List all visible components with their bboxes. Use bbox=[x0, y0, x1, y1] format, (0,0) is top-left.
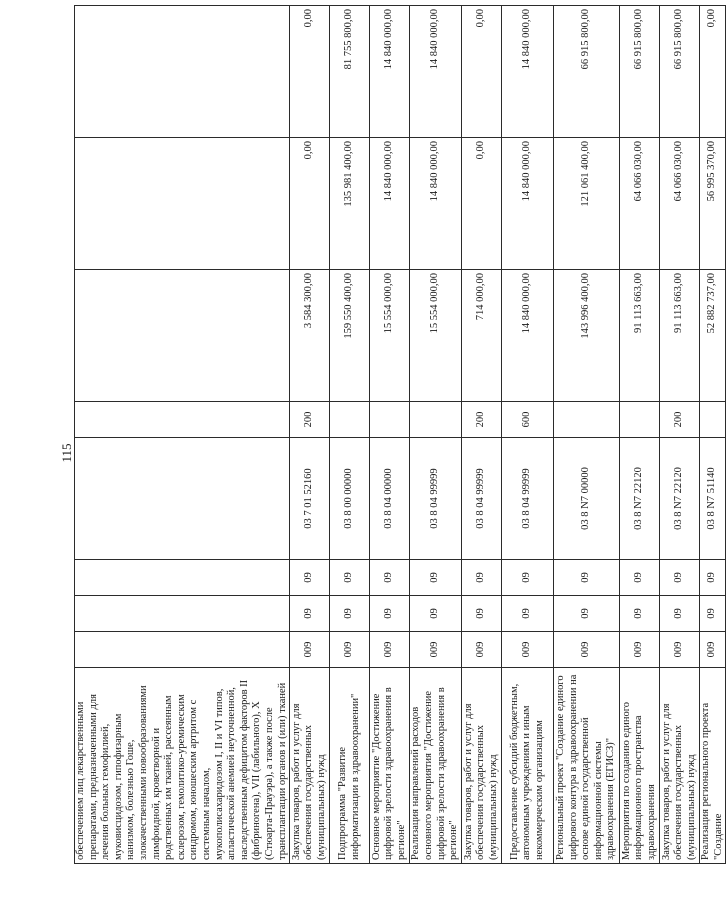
amount-year2-cell: 0,00 bbox=[290, 138, 330, 270]
row-name-cell: Закупка товаров, работ и услуг для обеспечения государственных (муниципальных) нужд bbox=[290, 668, 330, 864]
amount-year3-cell bbox=[75, 6, 290, 138]
subsection-code-cell: 09 bbox=[660, 560, 700, 596]
ved-code-cell: 009 bbox=[410, 632, 462, 668]
amount-year3-cell: 0,00 bbox=[290, 6, 330, 138]
rotated-budget-table bbox=[74, 6, 724, 864]
ved-code-cell: 009 bbox=[502, 632, 554, 668]
amount-year1-cell: 3 584 300,00 bbox=[290, 270, 330, 402]
expense-type-cell: 600 bbox=[502, 402, 554, 438]
table-row bbox=[410, 6, 462, 864]
section-code-cell: 09 bbox=[370, 596, 410, 632]
amount-year2-cell: 56 995 370,00 bbox=[700, 138, 726, 270]
section-code-cell: 09 bbox=[410, 596, 462, 632]
amount-year2-cell: 121 061 400,00 bbox=[554, 138, 620, 270]
expense-type-cell bbox=[620, 402, 660, 438]
table-row bbox=[290, 6, 330, 864]
expense-type-cell bbox=[700, 402, 726, 438]
ved-code-cell: 009 bbox=[620, 632, 660, 668]
target-article-cell: 03 7 01 52160 bbox=[290, 438, 330, 560]
section-code-cell: 09 bbox=[330, 596, 370, 632]
ved-code-cell: 009 bbox=[462, 632, 502, 668]
table-row bbox=[502, 6, 554, 864]
target-article-cell: 03 8 00 00000 bbox=[330, 438, 370, 560]
subsection-code-cell: 09 bbox=[462, 560, 502, 596]
ved-code-cell: 009 bbox=[700, 632, 726, 668]
section-code-cell: 09 bbox=[660, 596, 700, 632]
amount-year1-cell: 159 550 400,00 bbox=[330, 270, 370, 402]
amount-year2-cell: 135 981 400,00 bbox=[330, 138, 370, 270]
section-code-cell: 09 bbox=[554, 596, 620, 632]
amount-year2-cell: 64 066 030,00 bbox=[660, 138, 700, 270]
section-code-cell: 09 bbox=[700, 596, 726, 632]
ved-code-cell: 009 bbox=[370, 632, 410, 668]
amount-year3-cell: 0,00 bbox=[462, 6, 502, 138]
expense-type-cell bbox=[554, 402, 620, 438]
row-name-cell: обеспечением лиц лекарственными препаратами, предназначенными для лечения больных гемофилией, муковисцидозом, гипофизарным нанизмом, болезнью Гоше, злокачественными новообразованиями лимфоидной, кроветворной и родственных им тканей, рассеянным склерозом, гемолитико-уремическим синдромом, юношеским артритом с системным началом, мукополисахаридозом I, II и VI типов, апластической анемией неуточненной, наследственным дефицитом факторов II (фибриногена), VII (лабильного), X (Стюарта-Прауэра), а также после трансплантации органов и (или) тканей bbox=[75, 668, 290, 864]
amount-year3-cell: 14 840 000,00 bbox=[410, 6, 462, 138]
amount-year1-cell: 714 000,00 bbox=[462, 270, 502, 402]
row-name-cell: Реализация регионального проекта "Создание bbox=[700, 668, 726, 864]
amount-year3-cell: 0,00 bbox=[700, 6, 726, 138]
amount-year1-cell bbox=[75, 270, 290, 402]
amount-year3-cell: 14 840 000,00 bbox=[502, 6, 554, 138]
amount-year2-cell: 14 840 000,00 bbox=[370, 138, 410, 270]
subsection-code-cell: 09 bbox=[290, 560, 330, 596]
section-code-cell: 09 bbox=[502, 596, 554, 632]
ved-code-cell: 009 bbox=[330, 632, 370, 668]
target-article-cell: 03 8 04 99999 bbox=[502, 438, 554, 560]
target-article-cell: 03 8 N7 22120 bbox=[660, 438, 700, 560]
amount-year3-cell: 66 915 800,00 bbox=[660, 6, 700, 138]
table-row bbox=[620, 6, 660, 864]
table-row bbox=[660, 6, 700, 864]
section-code-cell: 09 bbox=[290, 596, 330, 632]
table-row bbox=[462, 6, 502, 864]
ved-code-cell: 009 bbox=[554, 632, 620, 668]
expense-type-cell: 200 bbox=[290, 402, 330, 438]
row-name-cell: Мероприятия по созданию единого информационного пространства здравоохранения bbox=[620, 668, 660, 864]
subsection-code-cell: 09 bbox=[502, 560, 554, 596]
ved-code-cell: 009 bbox=[290, 632, 330, 668]
expense-type-cell bbox=[330, 402, 370, 438]
amount-year2-cell: 64 066 030,00 bbox=[620, 138, 660, 270]
table-row bbox=[700, 6, 726, 864]
table-row bbox=[330, 6, 370, 864]
ved-code-cell: 009 bbox=[660, 632, 700, 668]
amount-year1-cell: 15 554 000,00 bbox=[370, 270, 410, 402]
subsection-code-cell: 09 bbox=[554, 560, 620, 596]
amount-year3-cell: 81 755 800,00 bbox=[330, 6, 370, 138]
amount-year2-cell: 14 840 000,00 bbox=[502, 138, 554, 270]
row-name-cell: Закупка товаров, работ и услуг для обеспечения государственных (муниципальных) нужд bbox=[660, 668, 700, 864]
target-article-cell: 03 8 04 99999 bbox=[410, 438, 462, 560]
subsection-code-cell: 09 bbox=[700, 560, 726, 596]
amount-year1-cell: 91 113 663,00 bbox=[620, 270, 660, 402]
amount-year2-cell bbox=[75, 138, 290, 270]
subsection-code-cell bbox=[75, 560, 290, 596]
section-code-cell: 09 bbox=[462, 596, 502, 632]
expense-type-cell: 200 bbox=[462, 402, 502, 438]
section-code-cell bbox=[75, 596, 290, 632]
table-body bbox=[75, 6, 726, 864]
amount-year1-cell: 15 554 000,00 bbox=[410, 270, 462, 402]
row-name-cell: Основное мероприятие "Достижение цифровой зрелости здравоохранения в регионе" bbox=[370, 668, 410, 864]
amount-year3-cell: 66 915 800,00 bbox=[620, 6, 660, 138]
row-name-cell: Предоставление субсидий бюджетным, автономным учреждениям и иным некоммерческим организациям bbox=[502, 668, 554, 864]
amount-year1-cell: 52 882 737,00 bbox=[700, 270, 726, 402]
target-article-cell: 03 8 N7 22120 bbox=[620, 438, 660, 560]
row-name-cell: Региональный проект "Создание единого цифрового контура в здравоохранении на основе единой государственной информационной системы здравоохранения (ЕГИСЗ)" bbox=[554, 668, 620, 864]
amount-year1-cell: 91 113 663,00 bbox=[660, 270, 700, 402]
amount-year3-cell: 66 915 800,00 bbox=[554, 6, 620, 138]
target-article-cell: 03 8 04 00000 bbox=[370, 438, 410, 560]
amount-year1-cell: 14 840 000,00 bbox=[502, 270, 554, 402]
amount-year1-cell: 143 996 400,00 bbox=[554, 270, 620, 402]
table-row bbox=[554, 6, 620, 864]
row-name-cell: Реализация направлений расходов основного мероприятия "Достижение цифровой зрелости здравоохранения в регионе" bbox=[410, 668, 462, 864]
row-name-cell: Закупка товаров, работ и услуг для обеспечения государственных (муниципальных) нужд bbox=[462, 668, 502, 864]
table-row bbox=[370, 6, 410, 864]
row-name-cell: Подпрограмма "Развитие информатизации в здравоохранении" bbox=[330, 668, 370, 864]
expense-type-cell bbox=[75, 402, 290, 438]
table-row bbox=[75, 6, 290, 864]
subsection-code-cell: 09 bbox=[370, 560, 410, 596]
target-article-cell bbox=[75, 438, 290, 560]
page-number: 115 bbox=[59, 443, 74, 463]
target-article-cell: 03 8 04 99999 bbox=[462, 438, 502, 560]
budget-table bbox=[74, 5, 726, 864]
amount-year2-cell: 14 840 000,00 bbox=[410, 138, 462, 270]
ved-code-cell bbox=[75, 632, 290, 668]
target-article-cell: 03 8 N7 51140 bbox=[700, 438, 726, 560]
subsection-code-cell: 09 bbox=[410, 560, 462, 596]
subsection-code-cell: 09 bbox=[330, 560, 370, 596]
expense-type-cell bbox=[410, 402, 462, 438]
amount-year3-cell: 14 840 000,00 bbox=[370, 6, 410, 138]
expense-type-cell bbox=[370, 402, 410, 438]
amount-year2-cell: 0,00 bbox=[462, 138, 502, 270]
section-code-cell: 09 bbox=[620, 596, 660, 632]
expense-type-cell: 200 bbox=[660, 402, 700, 438]
target-article-cell: 03 8 N7 00000 bbox=[554, 438, 620, 560]
subsection-code-cell: 09 bbox=[620, 560, 660, 596]
